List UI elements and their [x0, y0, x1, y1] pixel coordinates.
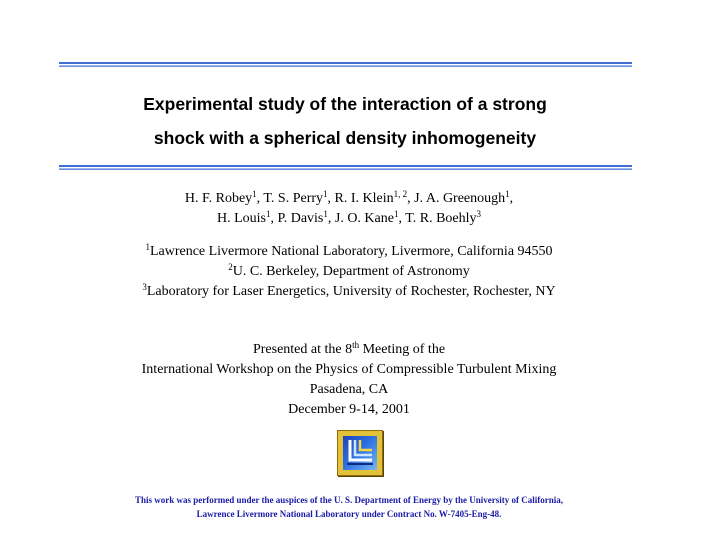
affiliation-text: Laboratory for Laser Energetics, University of Rochester, Rochester, NY	[146, 284, 556, 299]
presented-at-line	[0, 341, 698, 359]
author-affiliation-sup: 1	[505, 189, 510, 199]
affiliation-text: Lawrence Livermore National Laboratory, Livermore, California 94550	[149, 244, 553, 259]
title-line-1: Experimental study of the interaction of a strong	[143, 94, 547, 114]
author-affiliation-sup: 1	[265, 209, 271, 219]
workshop-name: International Workshop on the Physics of Compressible Turbulent Mixing	[141, 362, 557, 377]
title-line-2: shock with a spherical density inhomogeneity	[153, 128, 537, 148]
top-rule	[59, 62, 632, 67]
affiliation-1	[0, 243, 698, 261]
author-affiliation-sup: 3	[476, 209, 482, 219]
author-affiliation-sup: 1	[323, 209, 328, 219]
affiliation-3	[0, 283, 698, 301]
authors-line-2	[0, 210, 698, 228]
author-separator: ,	[327, 211, 335, 226]
author-affiliation-sup: 1	[393, 209, 399, 219]
llnl-logo-icon	[337, 430, 383, 476]
presented-at-text: Presented at the 8	[252, 342, 353, 357]
author-name: T. S. Perry	[263, 191, 324, 206]
author-affiliation-sup: 1	[252, 189, 257, 199]
author-separator: ,	[270, 211, 278, 226]
affiliation-sup: 3	[142, 282, 147, 292]
ordinal-sup: th	[352, 340, 360, 350]
author-name: H. F. Robey	[184, 191, 253, 206]
meeting-of-text: Meeting of the	[359, 342, 446, 357]
affiliation-2	[0, 263, 698, 281]
author-separator: ,	[327, 191, 335, 206]
author-separator: ,	[407, 191, 415, 206]
author-name: T. R. Boehly	[405, 211, 477, 226]
affiliation-sup: 2	[228, 262, 233, 272]
author-name: H. Louis	[216, 211, 266, 226]
location: Pasadena, CA	[309, 382, 389, 397]
author-affiliation-sup: 1, 2	[393, 189, 408, 199]
bottom-rule	[59, 165, 632, 170]
author-affiliation-sup: 1	[323, 189, 328, 199]
authors-line-1	[0, 190, 698, 208]
author-separator: ,	[398, 211, 406, 226]
affiliation-sup: 1	[145, 242, 150, 252]
author-name: J. A. Greenough	[414, 191, 506, 206]
author-separator: ,	[509, 191, 514, 206]
date: December 9-14, 2001	[288, 402, 410, 417]
author-name: P. Davis	[277, 211, 324, 226]
author-separator: ,	[256, 191, 264, 206]
funding-statement-line-2: Lawrence Livermore National Laboratory under Contract No. W-7405-Eng-48.	[196, 509, 502, 519]
author-name: J. O. Kane	[334, 211, 394, 226]
affiliation-text: U. C. Berkeley, Department of Astronomy	[232, 264, 470, 279]
funding-statement-line-1: This work was performed under the auspices of the U. S. Department of Energy by the University of California,	[134, 495, 564, 505]
author-name: R. I. Klein	[334, 191, 394, 206]
